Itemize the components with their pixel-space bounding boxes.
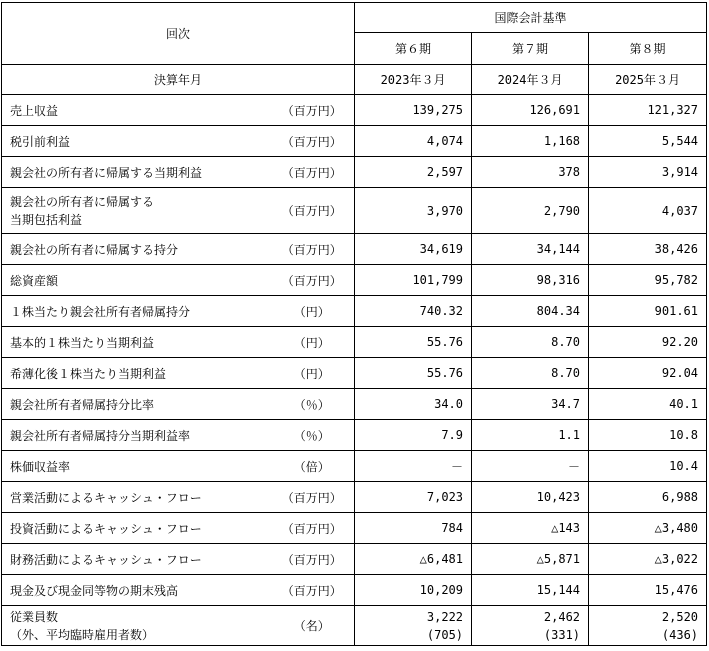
kaiji-header: 回次 [2, 3, 355, 65]
value-subtext: (436) [661, 627, 699, 642]
row-unit: （百万円） [270, 513, 355, 544]
value-text: － [568, 459, 581, 474]
value-cell [472, 544, 589, 575]
row-label [2, 358, 270, 389]
value-text: 38,426 [654, 242, 699, 256]
value-cell [472, 95, 589, 126]
value-cell [472, 126, 589, 157]
row-unit: （百万円） [270, 188, 355, 234]
row-label-text: 現金及び現金同等物の期末残高 [10, 583, 179, 598]
closing-label: 決算年月 [2, 65, 355, 95]
row-unit: （円） [270, 296, 355, 327]
value-text: 3,914 [661, 165, 699, 179]
value-text: 740.32 [419, 304, 464, 318]
value-cell [589, 606, 707, 646]
row-label-text: 営業活動によるキャッシュ・フロー [10, 490, 202, 505]
row-label [2, 265, 270, 296]
value-text: 378 [558, 165, 581, 179]
value-cell [472, 188, 589, 234]
value-text: 7,023 [426, 490, 464, 504]
value-text: △3,022 [654, 552, 699, 566]
value-cell [589, 482, 707, 513]
value-text: 55.76 [426, 335, 464, 349]
value-cell [355, 327, 472, 358]
row-unit: （百万円） [270, 575, 355, 606]
row-unit: （倍） [270, 451, 355, 482]
value-cell [589, 188, 707, 234]
value-cell [472, 296, 589, 327]
row-label [2, 513, 270, 544]
value-cell [589, 358, 707, 389]
financial-summary-table [1, 2, 707, 646]
period-header: 第６期 [355, 33, 472, 65]
value-text: 4,074 [426, 134, 464, 148]
row-unit: （百万円） [270, 126, 355, 157]
value-text: 10.4 [669, 459, 699, 473]
value-cell [355, 482, 472, 513]
value-text: 10,423 [536, 490, 581, 504]
row-label-text: 親会社所有者帰属持分当期利益率 [10, 428, 191, 443]
row-unit: （百万円） [270, 234, 355, 265]
value-text: 98,316 [536, 273, 581, 287]
row-label-text: 売上収益 [10, 103, 59, 118]
value-text: 101,799 [412, 273, 464, 287]
value-text: 34,144 [536, 242, 581, 256]
value-text: 5,544 [661, 134, 699, 148]
value-text: 2,462 [543, 609, 581, 624]
value-cell [589, 575, 707, 606]
row-unit: （円） [270, 327, 355, 358]
value-cell [589, 389, 707, 420]
value-text: 6,988 [661, 490, 699, 504]
value-text: 8.70 [551, 335, 581, 349]
value-cell [472, 420, 589, 451]
value-cell [589, 451, 707, 482]
table-row [2, 126, 707, 157]
row-unit: （％） [270, 389, 355, 420]
row-label-text: 財務活動によるキャッシュ・フロー [10, 552, 202, 567]
value-text: △5,871 [536, 552, 581, 566]
value-cell [589, 126, 707, 157]
value-cell [589, 234, 707, 265]
value-text: 2,790 [543, 203, 581, 218]
value-cell [472, 606, 589, 646]
row-unit: （名） [270, 606, 355, 646]
closing-date: 2024年３月 [472, 65, 589, 95]
row-label [2, 575, 270, 606]
value-text: 34.0 [434, 397, 464, 411]
value-text: 34,619 [419, 242, 464, 256]
table-row [2, 157, 707, 188]
row-label [2, 95, 270, 126]
value-text: 10.8 [669, 428, 699, 442]
value-text: 4,037 [661, 203, 699, 218]
closing-date: 2025年３月 [589, 65, 707, 95]
value-cell [472, 157, 589, 188]
row-label-text: 税引前利益 [10, 134, 71, 149]
row-label-text: 基本的１株当たり当期利益 [10, 335, 155, 350]
value-text: 15,476 [654, 583, 699, 597]
value-cell [589, 95, 707, 126]
value-cell [355, 157, 472, 188]
table-row [2, 482, 707, 513]
row-unit: （百万円） [270, 544, 355, 575]
value-cell [355, 451, 472, 482]
table-row [2, 575, 707, 606]
value-text: 92.04 [661, 366, 699, 380]
value-cell [355, 544, 472, 575]
value-text: 40.1 [669, 397, 699, 411]
value-cell [589, 296, 707, 327]
value-cell [355, 575, 472, 606]
row-label-text: 従業員数 [10, 609, 59, 624]
row-label [2, 234, 270, 265]
row-label-text: 株価収益率 [10, 459, 71, 474]
row-label [2, 389, 270, 420]
value-cell [589, 513, 707, 544]
row-label [2, 482, 270, 513]
row-label-text: 総資産額 [10, 273, 59, 288]
value-text: 1,168 [543, 134, 581, 148]
value-text: 2,520 [661, 609, 699, 624]
value-cell [355, 234, 472, 265]
table-row [2, 420, 707, 451]
value-text: 95,782 [654, 273, 699, 287]
table-row [2, 451, 707, 482]
value-cell [472, 358, 589, 389]
value-cell [472, 265, 589, 296]
value-text: 15,144 [536, 583, 581, 597]
value-text: 804.34 [536, 304, 581, 318]
value-text: 1.1 [558, 428, 581, 442]
row-unit: （円） [270, 358, 355, 389]
value-cell [355, 95, 472, 126]
row-label-text: １株当たり親会社所有者帰属持分 [10, 304, 191, 319]
table-row [2, 513, 707, 544]
value-text: 3,222 [426, 609, 464, 624]
value-cell [472, 234, 589, 265]
row-label [2, 606, 270, 646]
table-row [2, 544, 707, 575]
value-cell [472, 482, 589, 513]
value-text: 92.20 [661, 335, 699, 349]
value-subtext: (331) [543, 627, 581, 642]
row-label-subtext: 当期包括利益 [10, 212, 83, 227]
table-row [2, 188, 707, 234]
table-row [2, 296, 707, 327]
row-label [2, 126, 270, 157]
row-label [2, 544, 270, 575]
value-text: 34.7 [551, 397, 581, 411]
row-label-text: 親会社の所有者に帰属する持分 [10, 242, 179, 257]
period-header: 第８期 [589, 33, 707, 65]
table-row [2, 234, 707, 265]
row-label-text: 親会社の所有者に帰属する [10, 194, 155, 209]
row-label [2, 451, 270, 482]
value-text: 55.76 [426, 366, 464, 380]
row-label-subtext: （外、平均臨時雇用者数） [10, 627, 155, 642]
period-header: 第７期 [472, 33, 589, 65]
row-unit: （百万円） [270, 265, 355, 296]
value-cell [472, 451, 589, 482]
value-cell [472, 575, 589, 606]
value-cell [589, 420, 707, 451]
row-label-text: 投資活動によるキャッシュ・フロー [10, 521, 202, 536]
value-cell [589, 327, 707, 358]
row-unit: （百万円） [270, 157, 355, 188]
value-subtext: (705) [426, 627, 464, 642]
row-label-text: 親会社の所有者に帰属する当期利益 [10, 165, 203, 180]
row-label [2, 327, 270, 358]
row-unit: （百万円） [270, 95, 355, 126]
value-cell [472, 513, 589, 544]
value-cell [355, 126, 472, 157]
row-unit: （％） [270, 420, 355, 451]
table-row [2, 95, 707, 126]
value-cell [355, 513, 472, 544]
value-text: 8.70 [551, 366, 581, 380]
value-text: 3,970 [426, 203, 464, 218]
value-text: 2,597 [426, 165, 464, 179]
value-cell [355, 296, 472, 327]
closing-date: 2023年３月 [355, 65, 472, 95]
value-text: － [451, 459, 464, 474]
value-cell [589, 265, 707, 296]
value-text: 126,691 [529, 103, 581, 117]
row-label [2, 296, 270, 327]
value-cell [355, 188, 472, 234]
value-cell [355, 606, 472, 646]
table-row [2, 358, 707, 389]
value-text: △3,480 [654, 521, 699, 535]
table-row [2, 389, 707, 420]
value-cell [472, 389, 589, 420]
row-label-text: 希薄化後１株当たり当期利益 [10, 366, 167, 381]
table-row [2, 265, 707, 296]
value-text: △6,481 [419, 552, 464, 566]
accounting-standard-header: 国際会計基準 [355, 3, 707, 33]
value-text: △143 [551, 521, 581, 535]
row-label [2, 420, 270, 451]
row-label [2, 188, 270, 234]
value-cell [589, 157, 707, 188]
value-text: 7.9 [441, 428, 464, 442]
table-row [2, 327, 707, 358]
value-cell [589, 544, 707, 575]
value-cell [472, 327, 589, 358]
value-cell [355, 420, 472, 451]
row-label-text: 親会社所有者帰属持分比率 [10, 397, 155, 412]
row-unit: （百万円） [270, 482, 355, 513]
value-text: 139,275 [412, 103, 464, 117]
row-label [2, 157, 270, 188]
table-row [2, 606, 707, 646]
value-text: 901.61 [654, 304, 699, 318]
value-text: 10,209 [419, 583, 464, 597]
value-text: 784 [441, 521, 464, 535]
value-cell [355, 358, 472, 389]
value-cell [355, 265, 472, 296]
value-cell [355, 389, 472, 420]
value-text: 121,327 [647, 103, 699, 117]
